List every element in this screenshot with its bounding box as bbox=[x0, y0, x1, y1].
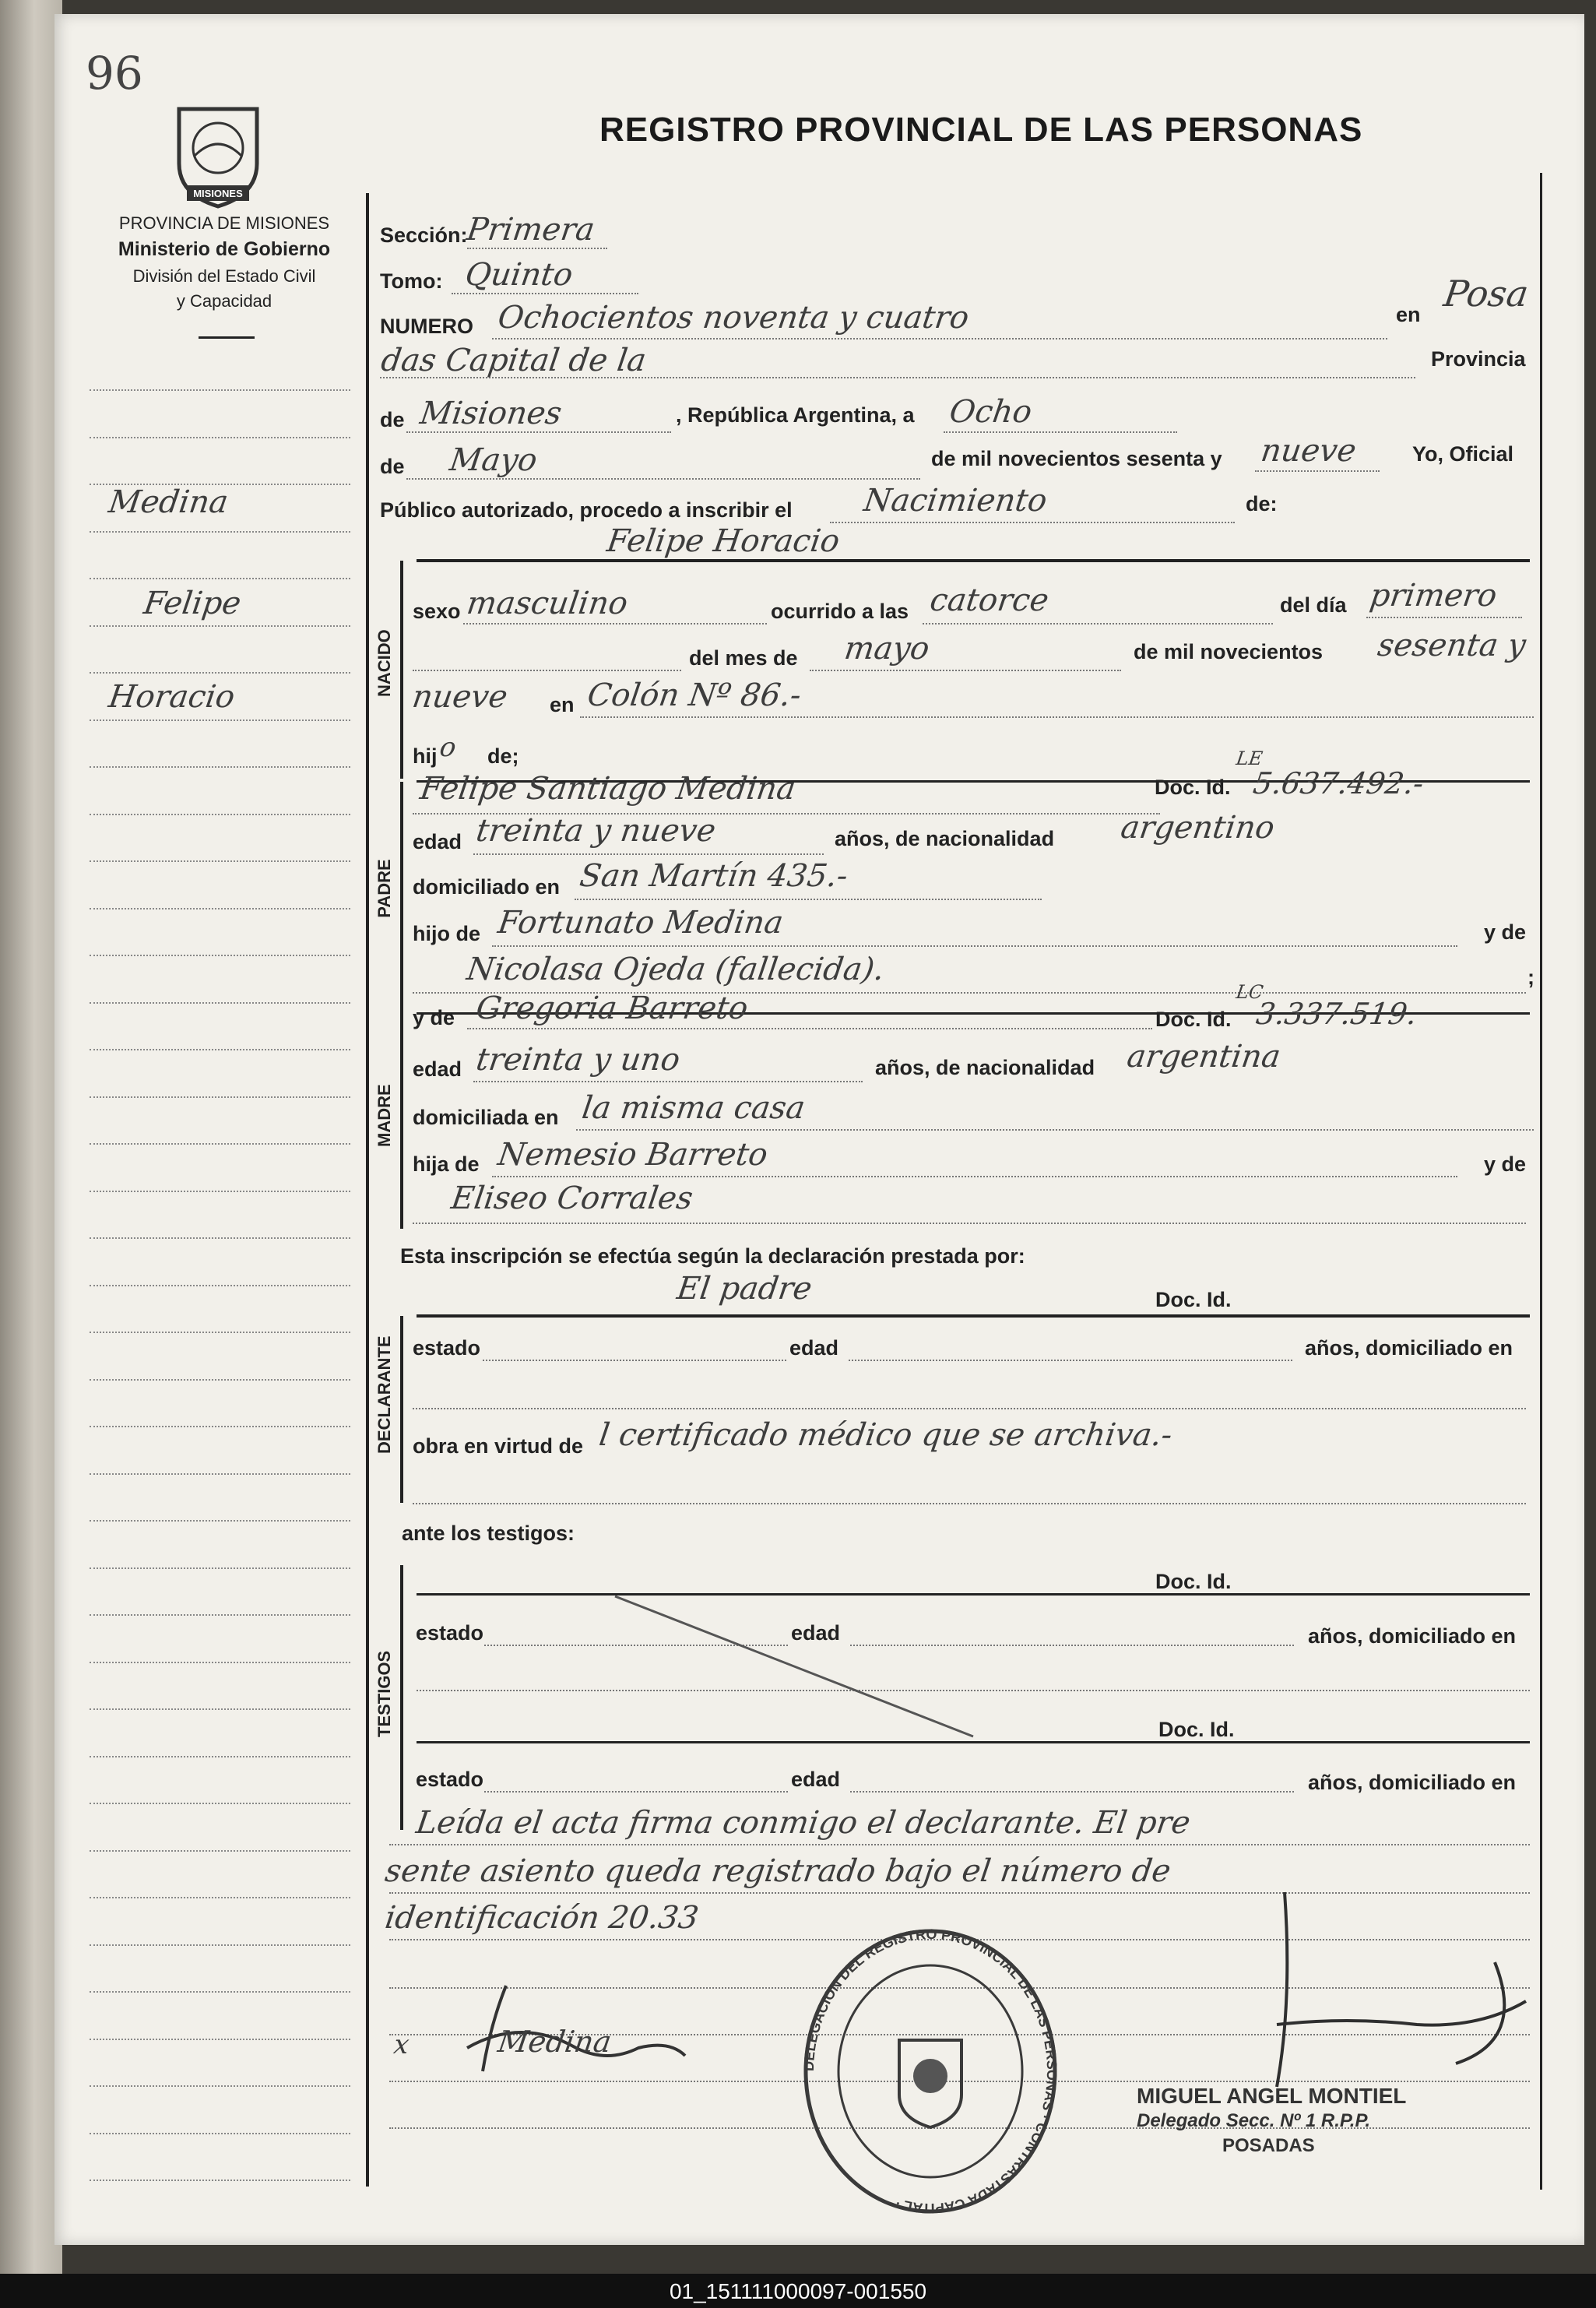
del-mes-label: del mes de bbox=[689, 646, 798, 670]
madre-doc-type: LC bbox=[1235, 981, 1265, 1003]
padre-semicolon: ; bbox=[1527, 966, 1534, 989]
margin-rule bbox=[90, 814, 350, 815]
hij-suffix-value: o bbox=[438, 732, 459, 763]
madre-y-de-label: y de bbox=[1484, 1152, 1527, 1176]
provincia-label: Provincia bbox=[1431, 347, 1526, 371]
margin-rule bbox=[90, 2085, 350, 2087]
closing-text-2: sente asiento queda registrado bajo el número de bbox=[382, 1853, 1173, 1889]
lugar-nac-line bbox=[580, 716, 1534, 718]
mes-nac-line bbox=[810, 670, 1121, 671]
padre-nac-label: años, de nacionalidad bbox=[835, 827, 1055, 850]
de-label-1: de bbox=[380, 408, 405, 431]
margin-rule bbox=[90, 1426, 350, 1427]
ante-testigos-label: ante los testigos: bbox=[402, 1522, 575, 1545]
madre-nac-value: argentina bbox=[1124, 1039, 1283, 1075]
lugar-nac-value: Colón Nº 86.- bbox=[585, 677, 803, 713]
margin-rule bbox=[90, 2180, 350, 2181]
margin-rule bbox=[90, 2039, 350, 2040]
hij-label: hij bbox=[413, 744, 438, 768]
margin-rule bbox=[90, 672, 350, 674]
padre-edad-value: treinta y nueve bbox=[473, 813, 719, 849]
margin-rule bbox=[90, 578, 350, 579]
margin-first-name: Felipe bbox=[141, 586, 244, 621]
yo-oficial-label: Yo, Oficial bbox=[1412, 442, 1514, 466]
nacido-side-rule bbox=[400, 561, 403, 779]
hora-line bbox=[923, 623, 1273, 624]
nombre-value: Felipe Horacio bbox=[604, 523, 842, 559]
seccion-value: Primera bbox=[464, 212, 597, 248]
acto-value: Nacimiento bbox=[861, 483, 1049, 519]
madre-edad-label: edad bbox=[413, 1057, 462, 1081]
margin-rule bbox=[90, 1473, 350, 1475]
padre-doc-label: Doc. Id. bbox=[1155, 776, 1231, 799]
margin-rule bbox=[90, 955, 350, 956]
margin-rule bbox=[90, 908, 350, 909]
margin-rule bbox=[90, 1614, 350, 1616]
anio-value: nueve bbox=[1258, 433, 1359, 469]
testigo2-estado-line bbox=[484, 1791, 788, 1793]
margin-surname: Medina bbox=[106, 484, 230, 520]
seccion-line bbox=[467, 248, 607, 249]
margin-rule bbox=[90, 437, 350, 438]
margin-rule bbox=[90, 860, 350, 862]
margin-rule bbox=[90, 1708, 350, 1710]
dia-nac-line bbox=[1366, 617, 1522, 618]
margin-rule bbox=[90, 1991, 350, 1993]
margin-rule bbox=[90, 389, 350, 391]
closing-text-3: identificación 20.33 bbox=[382, 1900, 701, 1936]
testigo1-estado-label: estado bbox=[416, 1621, 484, 1645]
sexo-line bbox=[463, 623, 767, 624]
margin-rule bbox=[90, 1237, 350, 1239]
padre-label: PADRE bbox=[374, 859, 394, 918]
tomo-line bbox=[452, 293, 638, 294]
declarante-estado-label: estado bbox=[413, 1336, 481, 1360]
madre-dom-value: la misma casa bbox=[579, 1090, 807, 1126]
official-name: MIGUEL ANGEL MONTIEL bbox=[1137, 2084, 1407, 2108]
lugar-value-2: das Capital de la bbox=[378, 343, 649, 378]
margin-rule bbox=[90, 1803, 350, 1804]
margin-rule bbox=[90, 1096, 350, 1098]
madre-dom-line bbox=[576, 1129, 1534, 1131]
madre-dom-label: domiciliada en bbox=[413, 1106, 559, 1129]
madre-madre-line bbox=[413, 1223, 1526, 1224]
padre-padre-line bbox=[492, 945, 1457, 947]
madre-nombre-line bbox=[467, 1028, 1152, 1029]
mes-nac-value: mayo bbox=[842, 631, 932, 667]
signature-x: x bbox=[392, 2029, 411, 2060]
madre-y-de-start: y de bbox=[413, 1006, 455, 1029]
testigo1-anios-label: años, domiciliado en bbox=[1308, 1624, 1517, 1648]
padre-doc-value: 5.637.492.- bbox=[1250, 766, 1426, 800]
margin-rule bbox=[90, 1143, 350, 1145]
margin-rule bbox=[90, 1049, 350, 1050]
declarante-side-rule bbox=[400, 1316, 403, 1503]
madre-label: MADRE bbox=[374, 1084, 394, 1147]
declarante-doc-label: Doc. Id. bbox=[1155, 1288, 1232, 1311]
margin-rule bbox=[90, 1662, 350, 1663]
official-stamp bbox=[798, 1923, 1063, 2219]
stamp-text: DELEGACION DEL REGISTRO PROVINCIAL DE LAS PERSONAS · CONTRASTADA CAPITAL · bbox=[800, 1926, 1060, 2217]
page-number: 96 bbox=[86, 47, 143, 100]
margin-rule bbox=[90, 1567, 350, 1569]
crest-label: MISIONES bbox=[193, 188, 243, 199]
madre-doc-label: Doc. Id. bbox=[1155, 1008, 1232, 1031]
padre-edad-label: edad bbox=[413, 830, 462, 853]
anio-nac-value-2: nueve bbox=[410, 679, 510, 715]
padre-y-de-label: y de bbox=[1484, 920, 1527, 944]
madre-side-rule bbox=[400, 1014, 403, 1229]
margin-rule bbox=[90, 1002, 350, 1004]
issuer-line-3: División del Estado Civil bbox=[132, 266, 316, 286]
official-role: Delegado Secc. Nº 1 R.P.P. bbox=[1137, 2110, 1371, 2131]
de-label-2: de bbox=[380, 455, 405, 478]
declarante-value: El padre bbox=[674, 1271, 814, 1307]
testigo2-doc-label: Doc. Id. bbox=[1158, 1718, 1235, 1741]
anio-line bbox=[1255, 470, 1380, 472]
padre-dom-label: domiciliado en bbox=[413, 875, 561, 899]
declarante-anios-label: años, domiciliado en bbox=[1305, 1336, 1513, 1360]
de-mil-label: de mil novecientos bbox=[1134, 640, 1324, 663]
obra-line-2 bbox=[413, 1503, 1526, 1504]
padre-padre-value: Fortunato Medina bbox=[495, 905, 786, 941]
official-city: POSADAS bbox=[1222, 2135, 1315, 2156]
madre-nac-label: años, de nacionalidad bbox=[875, 1056, 1095, 1079]
margin-rule bbox=[90, 531, 350, 533]
padre-madre-value: Nicolasa Ojeda (fallecida). bbox=[464, 952, 887, 987]
seccion-label: Sección: bbox=[380, 223, 468, 247]
sexo-value: masculino bbox=[464, 586, 631, 621]
mes-line bbox=[406, 478, 920, 480]
padre-nac-value: argentino bbox=[1118, 810, 1277, 846]
closing-text-1: Leída el acta firma conmigo el declarante. El pre bbox=[413, 1805, 1193, 1841]
del-dia-label: del día bbox=[1280, 593, 1347, 617]
lugar-value-1: Posa bbox=[1441, 273, 1531, 315]
declarante-edad-line bbox=[849, 1360, 1292, 1361]
margin-rule bbox=[90, 1897, 350, 1898]
madre-doc-value: 3.337.519. bbox=[1253, 997, 1419, 1031]
tomo-label: Tomo: bbox=[380, 269, 443, 293]
margin-rule bbox=[90, 1379, 350, 1381]
en-nac-label: en bbox=[550, 693, 575, 716]
padre-hijo-label: hijo de bbox=[413, 922, 480, 945]
publico-label: Público autorizado, procedo a inscribir el bbox=[380, 498, 793, 522]
book-binding bbox=[0, 0, 62, 2274]
closing-line-1 bbox=[389, 1844, 1530, 1845]
de-colon-label: de: bbox=[1246, 492, 1278, 515]
margin-second-name: Horacio bbox=[106, 679, 237, 715]
testigo2-edad-line bbox=[850, 1791, 1294, 1793]
page-title: REGISTRO PROVINCIAL DE LAS PERSONAS bbox=[599, 111, 1363, 149]
declarante-estado-line bbox=[483, 1360, 786, 1361]
padre-side-rule bbox=[400, 782, 403, 1015]
numero-line bbox=[492, 338, 1387, 340]
margin-rule bbox=[90, 766, 350, 768]
acto-line bbox=[830, 522, 1235, 523]
dia-line bbox=[944, 431, 1177, 433]
testigo2-edad-label: edad bbox=[791, 1768, 841, 1791]
margin-rule bbox=[90, 1191, 350, 1192]
ocurrido-label: ocurrido a las bbox=[771, 600, 909, 623]
margin-rule bbox=[90, 1332, 350, 1333]
obra-value: l certificado médico que se archiva.- bbox=[596, 1417, 1175, 1453]
declarante-top-rule bbox=[417, 1314, 1530, 1318]
padre-dom-line bbox=[575, 899, 1042, 900]
dia-value: Ocho bbox=[947, 394, 1035, 430]
sexo-label: sexo bbox=[413, 600, 461, 623]
margin-rule bbox=[90, 1944, 350, 1946]
tomo-value: Quinto bbox=[462, 257, 575, 293]
madre-nombre-value: Gregoria Barreto bbox=[473, 990, 751, 1026]
issuer-line-4: y Capacidad bbox=[176, 291, 272, 311]
sesenta-label: de mil novecientos sesenta y bbox=[931, 447, 1222, 470]
issuer-rule bbox=[199, 336, 255, 339]
provincia-line bbox=[406, 431, 671, 433]
margin-rule bbox=[90, 2133, 350, 2134]
margin-rule bbox=[90, 1285, 350, 1286]
testigos-side-rule bbox=[400, 1565, 403, 1830]
mes-value: Mayo bbox=[447, 442, 540, 478]
del-mes-line bbox=[413, 670, 681, 671]
declarant-signature-name: Medina bbox=[495, 2025, 614, 2059]
margin-rule bbox=[90, 1520, 350, 1522]
numero-label: NUMERO bbox=[380, 315, 473, 338]
hij-de-label: de; bbox=[487, 744, 519, 768]
testigos-label: TESTIGOS bbox=[374, 1650, 394, 1737]
provincial-crest-icon bbox=[167, 93, 269, 210]
padre-doc-type: LE bbox=[1235, 748, 1264, 769]
madre-padre-value: Nemesio Barreto bbox=[495, 1137, 770, 1173]
dia-nac-value: primero bbox=[1367, 578, 1499, 614]
hora-value: catorce bbox=[927, 582, 1051, 618]
obra-label: obra en virtud de bbox=[413, 1434, 584, 1458]
padre-dom-value: San Martín 435.- bbox=[577, 858, 850, 894]
republica-label: , República Argentina, a bbox=[676, 403, 915, 427]
madre-hija-label: hija de bbox=[413, 1152, 480, 1176]
margin-rule bbox=[90, 1756, 350, 1757]
main-left-rule bbox=[366, 193, 369, 2187]
madre-padre-line bbox=[492, 1176, 1457, 1177]
en-label: en bbox=[1396, 303, 1421, 326]
footer-code: 01_151111000097-001550 bbox=[669, 2279, 927, 2303]
official-signature bbox=[1090, 1884, 1557, 2118]
testigo1-edad-label: edad bbox=[791, 1621, 841, 1645]
inscripcion-label: Esta inscripción se efectúa según la declaración prestada por: bbox=[400, 1244, 1025, 1268]
margin-rule bbox=[90, 1850, 350, 1852]
testigo2-estado-label: estado bbox=[416, 1768, 484, 1791]
declarante-edad-label: edad bbox=[789, 1336, 839, 1360]
numero-value: Ochocientos noventa y cuatro bbox=[495, 300, 972, 336]
testigo2-anios-label: años, domiciliado en bbox=[1308, 1771, 1517, 1794]
padre-nombre-value: Felipe Santiago Medina bbox=[417, 771, 798, 807]
declarante-label: DECLARANTE bbox=[374, 1335, 394, 1454]
declarante-dom-line bbox=[413, 1408, 1526, 1409]
cancel-stroke bbox=[607, 1589, 981, 1744]
margin-rule bbox=[90, 625, 350, 627]
padre-edad-line bbox=[473, 853, 824, 855]
provincia-value: Misiones bbox=[417, 396, 564, 431]
madre-edad-value: treinta y uno bbox=[473, 1042, 683, 1078]
nacido-top-rule bbox=[417, 559, 1530, 562]
testigo1-doc-label: Doc. Id. bbox=[1155, 1570, 1232, 1593]
anio-nac-value-1: sesenta y bbox=[1375, 628, 1528, 663]
issuer-line-1: PROVINCIA DE MISIONES bbox=[118, 213, 330, 233]
margin-rule bbox=[90, 719, 350, 721]
madre-madre-value: Eliseo Corrales bbox=[448, 1180, 695, 1216]
nacido-label: NACIDO bbox=[374, 629, 394, 697]
issuer-line-2: Ministerio de Gobierno bbox=[118, 238, 331, 260]
madre-edad-line bbox=[473, 1081, 863, 1082]
